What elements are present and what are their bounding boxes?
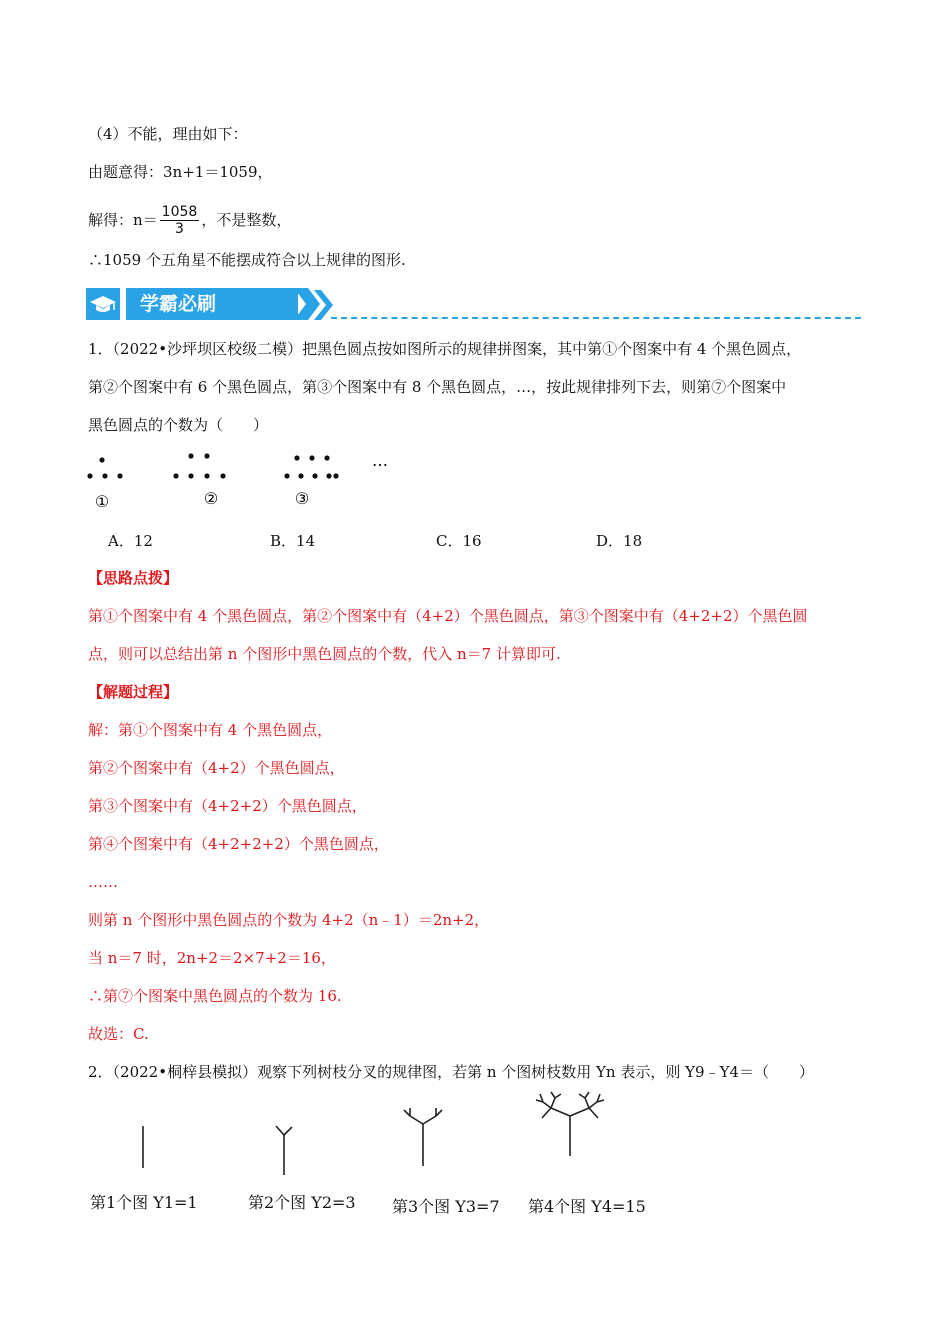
solution-line: 当 n＝7 时，2n+2＝2×7+2＝16， (88, 949, 336, 967)
solution-line: 第②个图案中有（4+2）个黑色圆点， (88, 759, 345, 777)
pattern-2 (173, 453, 225, 478)
solve-prefix: 解得：n＝ (88, 211, 158, 229)
banner-dashed-line (331, 317, 861, 319)
q1-line2: 第②个图案中有 6 个黑色圆点，第③个图案中有 8 个黑色圆点，…，按此规律排列下去，则第⑦个图案中 (88, 378, 787, 396)
solution-line: 则第 n 个图形中黑色圆点的个数为 4+2（n﹣1）＝2n+2， (88, 911, 490, 929)
solution-line: 第④个图案中有（4+2+2+2）个黑色圆点， (88, 835, 389, 853)
solve-suffix: ，不是整数， (201, 211, 292, 229)
solve-line (88, 202, 291, 238)
fraction-denominator: 3 (175, 220, 184, 237)
option-d[interactable]: D．18 (596, 532, 643, 550)
dot-pattern-figure (80, 446, 400, 516)
pattern-3 (284, 455, 338, 478)
hint-line2: 点，则可以总结出第 n 个图形中黑色圆点的个数，代入 n＝7 计算即可. (88, 645, 561, 663)
pattern-label-3: ③ (294, 489, 310, 508)
pattern-label-2: ② (203, 489, 219, 508)
option-c[interactable]: C．16 (436, 532, 482, 550)
pattern-ellipsis: … (372, 451, 388, 470)
fraction (160, 204, 200, 237)
tree-3 (404, 1108, 442, 1166)
pattern-1 (87, 457, 122, 478)
banner-title: 学霸必刷 (126, 288, 298, 320)
answer-part4-heading: （4）不能，理由如下： (88, 125, 248, 143)
hint-title: 【思路点拨】 (88, 569, 179, 587)
pattern-label-1: ① (94, 492, 110, 511)
solution-line: 故选：C. (88, 1025, 149, 1043)
tree-2 (276, 1126, 292, 1175)
fraction-numerator: 1058 (161, 203, 198, 220)
graduation-cap-icon (86, 288, 120, 320)
hint-line1: 第①个图案中有 4 个黑色圆点，第②个图案中有（4+2）个黑色圆点，第③个图案中有（4+2+2）个黑色圆 (88, 607, 808, 625)
tree-caption-4: 第4个图 Y4=15 (528, 1197, 646, 1216)
tree-branch-figure (80, 1090, 660, 1180)
tree-caption-3: 第3个图 Y3=7 (392, 1197, 500, 1216)
solution-line: 解：第①个图案中有 4 个黑色圆点， (88, 721, 333, 739)
tree-caption-2: 第2个图 Y2=3 (248, 1193, 356, 1212)
option-b[interactable]: B．14 (270, 532, 316, 550)
q1-line1: 1．（2022•沙坪坝区校级二模）把黑色圆点按如图所示的规律拼图案，其中第①个图案中有 4 个黑色圆点， (88, 340, 802, 358)
tree-4 (536, 1092, 604, 1156)
equation-line: 由题意得：3n+1＝1059， (88, 163, 273, 181)
tree-caption-1: 第1个图 Y1=1 (90, 1193, 198, 1212)
solution-line: …… (88, 873, 118, 891)
solution-title: 【解题过程】 (88, 683, 179, 701)
q2-line1: 2．（2022•桐梓县模拟）观察下列树枝分叉的规律图，若第 n 个图树枝数用 Yn 表示，则 Y9﹣Y4＝（ ） (88, 1063, 815, 1081)
solution-line: ∴第⑦个图案中黑色圆点的个数为 16. (88, 987, 342, 1005)
option-a[interactable]: A．12 (108, 532, 153, 550)
q1-line3: 黑色圆点的个数为（ ） (88, 416, 269, 434)
section-banner (86, 288, 862, 322)
conclusion-line: ∴1059 个五角星不能摆成符合以上规律的图形. (88, 251, 406, 269)
solution-line: 第③个图案中有（4+2+2）个黑色圆点， (88, 797, 367, 815)
